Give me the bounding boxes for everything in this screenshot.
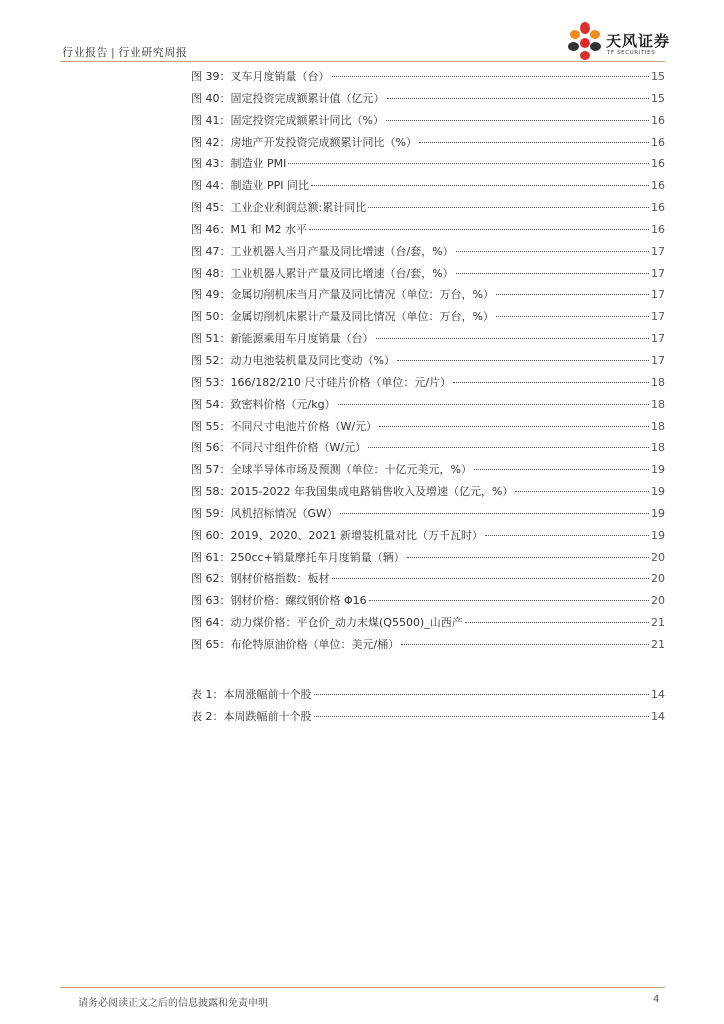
dot-leader [407, 557, 649, 558]
figure-entry[interactable] [191, 525, 665, 547]
figure-entry[interactable] [191, 394, 665, 416]
figure-entry-page: 17 [651, 310, 665, 324]
dot-leader [496, 316, 649, 317]
figure-entry-page: 15 [651, 70, 665, 83]
dot-leader [515, 491, 649, 492]
figure-entry-label: 图 58：2015-2022 年我国集成电路销售收入及增速（亿元，%） [191, 485, 514, 499]
dot-leader [288, 163, 649, 164]
header-separator: | [111, 46, 116, 59]
figure-entry-label: 图 52：动力电池装机量及同比变动（%） [191, 353, 395, 367]
figure-entry-page: 20 [651, 572, 665, 586]
figure-entry-label: 图 57：全球半导体市场及预测（单位：十亿元美元，%） [191, 463, 472, 477]
dot-leader [332, 76, 650, 77]
figure-entry-page: 17 [651, 288, 665, 302]
figure-list [191, 66, 665, 656]
figure-entry-page: 18 [651, 375, 665, 389]
figure-entry-page: 17 [651, 353, 665, 367]
figure-entry-label: 图 55：不同尺寸电池片价格（W/元） [191, 419, 378, 433]
dot-leader [314, 716, 650, 717]
figure-entry[interactable] [191, 634, 665, 656]
figure-entry-page: 16 [651, 113, 665, 127]
figure-entry[interactable] [191, 459, 665, 481]
figure-entry[interactable] [191, 241, 665, 263]
figure-entry[interactable] [191, 110, 665, 132]
figure-entry[interactable] [191, 328, 665, 350]
figure-entry-page: 15 [651, 91, 665, 105]
logo-name: 天风证券 [606, 32, 671, 50]
company-logo [568, 22, 671, 62]
figure-entry-page: 19 [651, 485, 665, 499]
figure-entry-page: 18 [651, 441, 665, 455]
figure-entry-label: 图 54：致密料价格（元/kg） [191, 397, 336, 411]
dot-leader [368, 447, 649, 448]
figure-entry-page: 17 [651, 244, 665, 258]
dot-leader [474, 469, 649, 470]
figure-entry-label: 图 62：钢材价格指数：板材 [191, 572, 330, 586]
logo-flower-icon [568, 22, 602, 62]
figure-entry-label: 图 45：工业企业利润总额:累计同比 [191, 201, 367, 215]
figure-entry[interactable] [191, 284, 665, 306]
figure-entry[interactable] [191, 153, 665, 175]
table-entry-page: 14 [651, 688, 665, 701]
figure-entry[interactable] [191, 263, 665, 285]
figure-entry-label: 图 60：2019、2020、2021 新增装机量对比（万千瓦时） [191, 528, 483, 542]
figure-entry-label: 图 44：制造业 PPI 同比 [191, 179, 309, 193]
figure-entry-page: 19 [651, 506, 665, 520]
figure-entry-page: 20 [651, 594, 665, 608]
dot-leader [311, 185, 649, 186]
figure-entry-label: 图 42：房地产开发投资完成额累计同比（%） [191, 135, 417, 149]
figure-entry[interactable] [191, 175, 665, 197]
figure-entry-page: 16 [651, 222, 665, 236]
dot-leader [379, 426, 649, 427]
figure-entry[interactable] [191, 612, 665, 634]
figure-entry[interactable] [191, 132, 665, 154]
page-number: 4 [653, 994, 660, 1005]
figure-entry-label: 图 59：风机招标情况（GW） [191, 506, 338, 520]
figure-entry-page: 16 [651, 135, 665, 149]
figure-entry[interactable] [191, 503, 665, 525]
header-section: 行业报告 [62, 46, 108, 59]
figure-entry[interactable] [191, 437, 665, 459]
figure-entry-page: 16 [651, 179, 665, 193]
figure-entry-label: 图 48：工业机器人累计产量及同比增速（台/套，%） [191, 266, 454, 280]
figure-entry[interactable] [191, 306, 665, 328]
figure-entry-page: 16 [651, 201, 665, 215]
dot-leader [496, 294, 649, 295]
dot-leader [314, 694, 650, 695]
figure-entry-page: 18 [651, 397, 665, 411]
dot-leader [386, 120, 649, 121]
dot-leader [369, 600, 649, 601]
dot-leader [368, 207, 649, 208]
dot-leader [397, 360, 649, 361]
table-entry-label: 表 2：本周跌幅前十个股 [191, 709, 312, 723]
dot-leader [485, 535, 649, 536]
figure-entry-page: 19 [651, 528, 665, 542]
figure-entry-page: 21 [651, 637, 665, 651]
figure-entry-label: 图 39：叉车月度销量（台） [191, 70, 330, 83]
figure-entry-label: 图 47：工业机器人当月产量及同比增速（台/套，%） [191, 244, 454, 258]
dot-leader [338, 404, 649, 405]
figure-entry[interactable] [191, 590, 665, 612]
figure-entry-page: 18 [651, 419, 665, 433]
dot-leader [376, 338, 650, 339]
dot-leader [465, 622, 649, 623]
table-entry[interactable] [191, 706, 665, 728]
figure-entry-label: 图 64：动力煤价格：平仓价_动力末煤(Q5500)_山西产 [191, 616, 463, 630]
figure-entry-page: 19 [651, 463, 665, 477]
table-entry[interactable] [191, 684, 665, 706]
figure-entry-label: 图 51：新能源乘用车月度销量（台） [191, 332, 374, 346]
figure-entry-page: 17 [651, 266, 665, 280]
dot-leader [340, 513, 649, 514]
figure-entry-label: 图 56：不同尺寸组件价格（W/元） [191, 441, 367, 455]
figure-entry[interactable] [191, 197, 665, 219]
figure-entry-label: 图 61：250cc+销量摩托车月度销量（辆） [191, 550, 405, 564]
header-subsection: 行业研究周报 [118, 46, 188, 59]
figure-entry[interactable] [191, 416, 665, 438]
dot-leader [456, 251, 649, 252]
figure-entry-label: 图 40：固定投资完成额累计值（亿元） [191, 91, 385, 105]
dot-leader [419, 142, 649, 143]
table-list [191, 684, 665, 728]
footer-disclaimer: 请务必阅读正文之后的信息披露和免责申明 [78, 998, 268, 1009]
figure-entry-page: 20 [651, 550, 665, 564]
dot-leader [453, 382, 649, 383]
figure-entry[interactable] [191, 88, 665, 110]
header-section-path [62, 44, 187, 60]
figure-entry-label: 图 41：固定投资完成额累计同比（%） [191, 113, 384, 127]
figure-entry-page: 21 [651, 616, 665, 630]
figure-entry-label: 图 65：布伦特原油价格（单位：美元/桶） [191, 637, 400, 651]
footer-rule [60, 987, 665, 988]
figure-entry-label: 图 43：制造业 PMI [191, 157, 287, 171]
dot-leader [332, 578, 650, 579]
dot-leader [309, 229, 649, 230]
figure-entry-label: 图 63：钢材价格：螺纹钢价格 Φ16 [191, 594, 367, 608]
table-entry-page: 14 [651, 709, 665, 723]
logo-subtitle: TF SECURITIES [607, 50, 656, 56]
figure-entry[interactable] [191, 481, 665, 503]
figure-entry-label: 图 46：M1 和 M2 水平 [191, 222, 307, 236]
figure-entry[interactable] [191, 350, 665, 372]
dot-leader [387, 98, 650, 99]
dot-leader [401, 644, 649, 645]
figure-entry-label: 图 53：166/182/210 尺寸硅片价格（单位：元/片） [191, 375, 452, 389]
figure-entry-page: 16 [651, 157, 665, 171]
figure-entry-page: 17 [651, 332, 665, 346]
table-entry-label: 表 1：本周涨幅前十个股 [191, 688, 312, 701]
figure-entry[interactable] [191, 547, 665, 569]
figure-entry-label: 图 49：金属切削机床当月产量及同比情况（单位：万台，%） [191, 288, 494, 302]
figure-entry[interactable] [191, 219, 665, 241]
figure-entry[interactable] [191, 372, 665, 394]
figure-entry[interactable] [191, 568, 665, 590]
figure-entry-label: 图 50：金属切削机床累计产量及同比情况（单位：万台，%） [191, 310, 494, 324]
figure-entry[interactable] [191, 66, 665, 88]
dot-leader [456, 273, 649, 274]
